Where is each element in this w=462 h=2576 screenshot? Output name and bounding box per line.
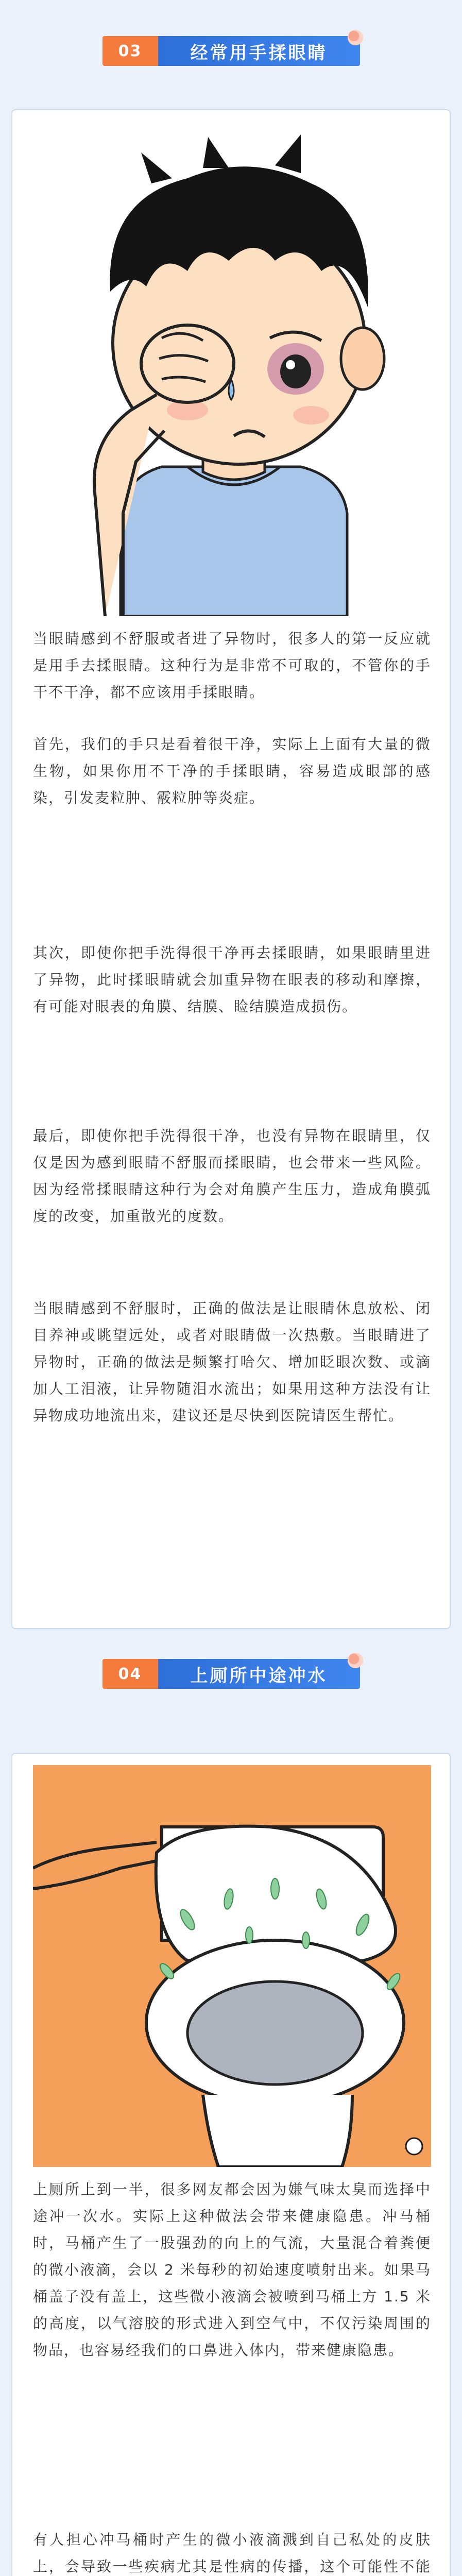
section-4-paragraph-1: 上厕所上到一半，很多网友都会因为嫌气味太臭而选择中途冲一次水。实际上这种做法会带来健康隐患。冲马桶时，马桶产生了一股强劲的向上的气流，大量混合着粪便的微小液滴，会以 2 米每秒的初始速度喷射出来。如果马桶盖子没有盖上，这些微小液滴会被喷到马桶上方 1.5 米的高度，以气溶胶的形式进入到空气中，不仅污染周围的物品，也容易经我们的口鼻进入体内，带来健康隐患。: [33, 2181, 431, 2359]
section-3-number: 03: [102, 36, 158, 66]
decorative-dot: [348, 1653, 363, 1668]
section-4-header: [102, 1655, 360, 1689]
section-4-card: [11, 1753, 451, 2576]
section-4-number: 04: [102, 1659, 158, 1689]
section-4-title: 上厕所中途冲水: [158, 1659, 360, 1689]
toilet-flush-illustration: [33, 1765, 431, 2167]
section-3-card: [11, 109, 451, 1629]
decorative-dot: [348, 30, 363, 45]
section-3-paragraph-1: 当眼睛感到不舒服或者进了异物时，很多人的第一反应就是用手去揉眼睛。这种行为是非常不可取的，不管你的手干不干净，都不应该用手揉眼睛。: [33, 630, 431, 701]
section-3-paragraph-5: 当眼睛感到不舒服时，正确的做法是让眼睛休息放松、闭目养神或眺望远处，或者对眼睛做一次热敷。当眼睛进了异物时，正确的做法是频繁打哈欠、增加眨眼次数、或滴加人工泪液，让异物随泪水流出；如果用这种方法没有让异物成功地流出来，建议还是尽快到医院请医生帮忙。: [33, 1300, 431, 1424]
section-3-title: 经常用手揉眼睛: [158, 36, 360, 66]
section-3-paragraph-2: 首先，我们的手只是看着很干净，实际上上面有大量的微生物，如果你用不干净的手揉眼睛，容易造成眼部的感染，引发麦粒肿、霰粒肿等炎症。: [33, 736, 431, 806]
section-4-paragraph-2: 有人担心冲马桶时产生的微小液滴溅到自己私处的皮肤上，会导致一些疾病尤其是性病的传播，这个可能性不能: [33, 2531, 431, 2575]
section-3-paragraph-4: 最后，即使你把手洗得很干净，也没有异物在眼睛里，仅仅是因为感到眼睛不舒服而揉眼睛，也会带来一些风险。因为经常揉眼睛这种行为会对角膜产生压力，造成角膜弧度的改变，加重散光的度数。: [33, 1127, 431, 1225]
child-rubbing-eye-illustration: [33, 122, 431, 616]
section-3-header: [102, 32, 360, 66]
section-3-paragraph-3: 其次，即使你把手洗得很干净再去揉眼睛，如果眼睛里进了异物，此时揉眼睛就会加重异物在眼表的移动和摩擦，有可能对眼表的角膜、结膜、睑结膜造成损伤。: [33, 944, 431, 1015]
